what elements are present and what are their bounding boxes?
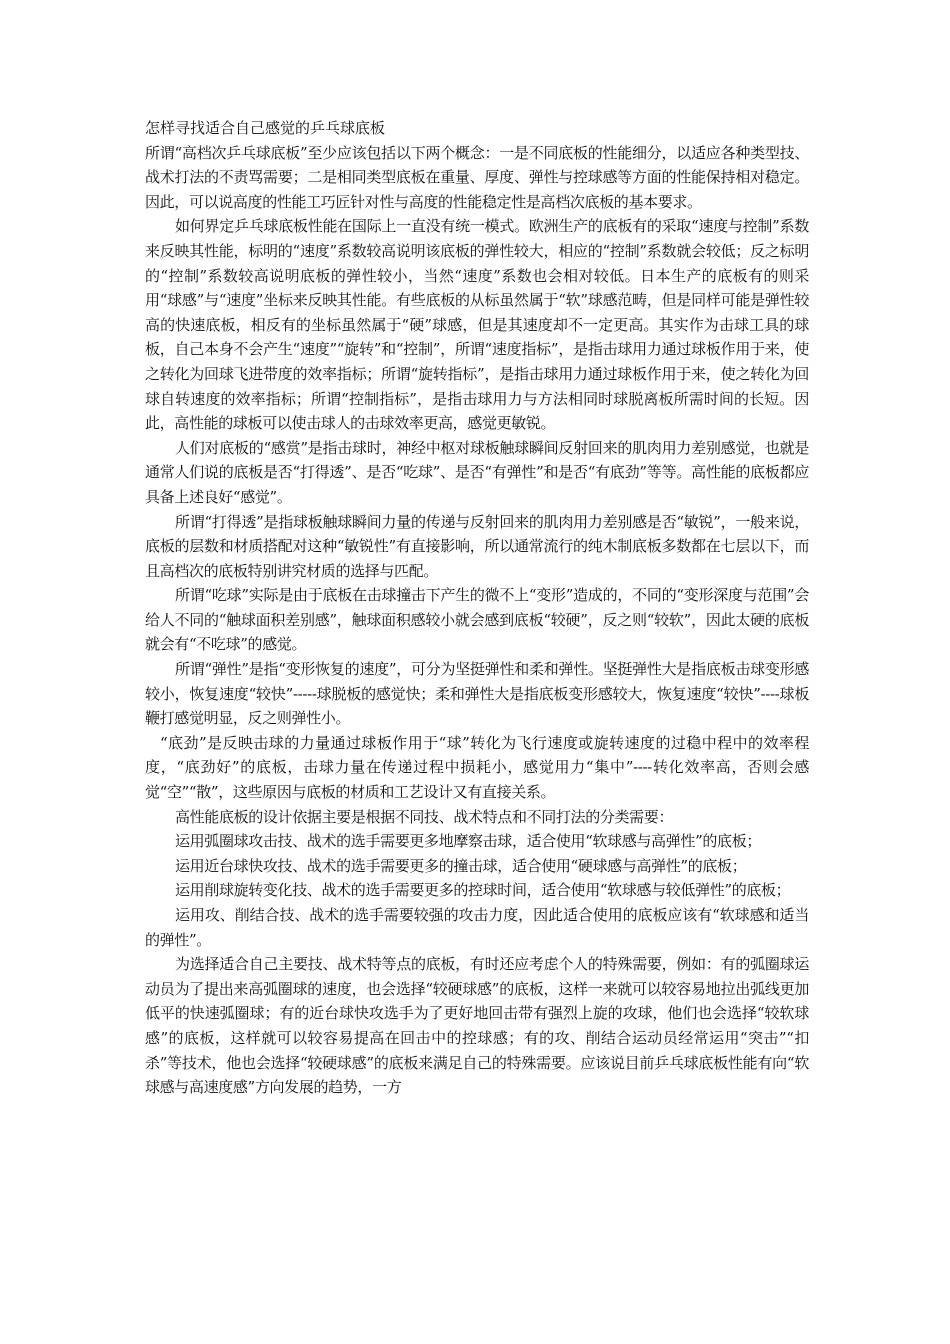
paragraph-definition: 所谓“高档次乒乓球底板”至少应该包括以下两个概念：一是不同底板的性能细分，以适应各种类型技、战术打法的不责骂需要；二是相同类型底板在重量、厚度、弹性与控球感等方面的性能保持相对稳定。因此，可以说高度的性能工巧匠针对性与高度的性能稳定性是高档次底板的基本要求。 — [145, 143, 809, 211]
document-page — [145, 116, 809, 1100]
paragraph-fast-attack-style: 运用近台球快攻技、战术的选手需要更多的撞击球，适合使用“硬球感与高弹性”的底板； — [175, 856, 747, 875]
paragraph-elasticity: 所谓“弹性”是指“变形恢复的速度”，可分为坚挺弹性和柔和弹性。坚挺弹性大是指底板击球变形感较小，恢复速度“较快”-----球脱板的感觉快；柔和弹性大是指底板变形感较大，恢复速度“较快”----球板鞭打感觉明显，反之则弹性小。 — [145, 660, 809, 728]
paragraph-design-basis: 高性能底板的设计依据主要是根据不同技、战术特点和不同打法的分类需要： — [175, 807, 674, 826]
paragraph-penetration: 所谓“打得透”是指球板触球瞬间力量的传递与反射回来的肌肉用力差别感是否“敏锐”，一般来说，底板的层数和材质搭配对这种“敏锐性”有直接影响，所以通常流行的纯木制底板多数都在七层以下，而且高档次的底板特别讲究材质的选择与匹配。 — [145, 512, 809, 580]
paragraph-dwell: 所谓“吃球”实际是由于底板在击球撞击下产生的微不上“变形”造成的，不同的“变形深度与范围”会给人不同的“触球面积差别感”，触球面积感较小就会感到底板“较硬”，反之则“较软”，因此太硬的底板就会有“不吃球”的感觉。 — [145, 586, 809, 654]
paragraph-personal-needs: 为选择适合自己主要技、战术特等点的底板，有时还应考虑个人的特殊需要，例如：有的弧圈球运动员为了提出来高弧圈球的速度，也会选择“较硬球感”的底板，这样一来就可以较容易地拉出弧线更加低平的快速弧圈球；有的近台球快攻选手为了更好地回击带有强烈上旋的攻球，他们也会选择“较软球感”的底板，这样就可以较容易提高在回击中的控球感；有的攻、削结合运动员经常运用“突击”“扣杀”等技术，他也会选择“较硬球感”的底板来满足自己的特殊需要。应该说目前乒乓球底板性能有向“软球感与高速度感”方向发展的趋势，一方 — [145, 955, 809, 1097]
paragraph-performance-standards: 如何界定乒乓球底板性能在国际上一直没有统一模式。欧洲生产的底板有的采取“速度与控制”系数来反映其性能，标明的“速度”系数较高说明该底板的弹性较大，相应的“控制”系数就会较低；反之标明的“控制”系数较高说明底板的弹性较小，当然“速度”系数也会相对较低。日本生产的底板有的则采用“球感”与“速度”坐标来反映其性能。有些底板的从标虽然属于“软”球感范畴，但是同样可能是弹性较高的快速底板，相反有的坐标虽然属于“硬”球感，但是其速度却不一定更高。其实作为击球工具的球板，自己本身不会产生“速度”“旋转”和“控制”，所谓“速度指标”，是指击球用力通过球板作用于来，使之转化为回球飞进带度的效率指标；所谓“旋转指标”，是指击球用力通过球板作用于来，使之转化为回球自转速度的效率指标；所谓“控制指标”，是指击球用力与方法相同时球脱离板所需时间的长短。因此，高性能的球板可以使击球人的击球效率更高，感觉更敏锐。 — [145, 217, 809, 433]
paragraph-loop-style: 运用弧圈球攻击技、战术的选手需要更多地摩察击球，适合使用“软球感与高弹性”的底板； — [175, 832, 761, 851]
document-title: 怎样寻找适合自己感觉的乒乓球底板 — [145, 119, 386, 137]
paragraph-chop-style: 运用削球旋转变化技、战术的选手需要更多的控球时间，适合使用“软球感与较低弹性”的底板； — [175, 881, 791, 900]
paragraph-all-round-style: 运用攻、削结合技、战术的选手需要较强的攻击力度，因此适合使用的底板应该有“软球感和适当的弹性”。 — [145, 906, 809, 949]
paragraph-base-power: “底劲”是反映击球的力量通过球板作用于“球”转化为飞行速度或旋转速度的过稳中程中的效率程度，“底劲好”的底板，击球力量在传递过程中损耗小，感觉用力“集中”----转化效率高，否则会感觉“空”“散”，这些原因与底板的材质和工艺设计又有直接关系。 — [145, 733, 809, 802]
paragraph-feel: 人们对底板的“感赏”是指击球时，神经中枢对球板触球瞬间反射回来的肌肉用力差别感觉，也就是通常人们说的底板是否“打得透”、是否“吃球”、是否“有弹性”和是否“有底劲”等等。高性能的底板都应具备上述良好“感觉”。 — [145, 438, 809, 506]
